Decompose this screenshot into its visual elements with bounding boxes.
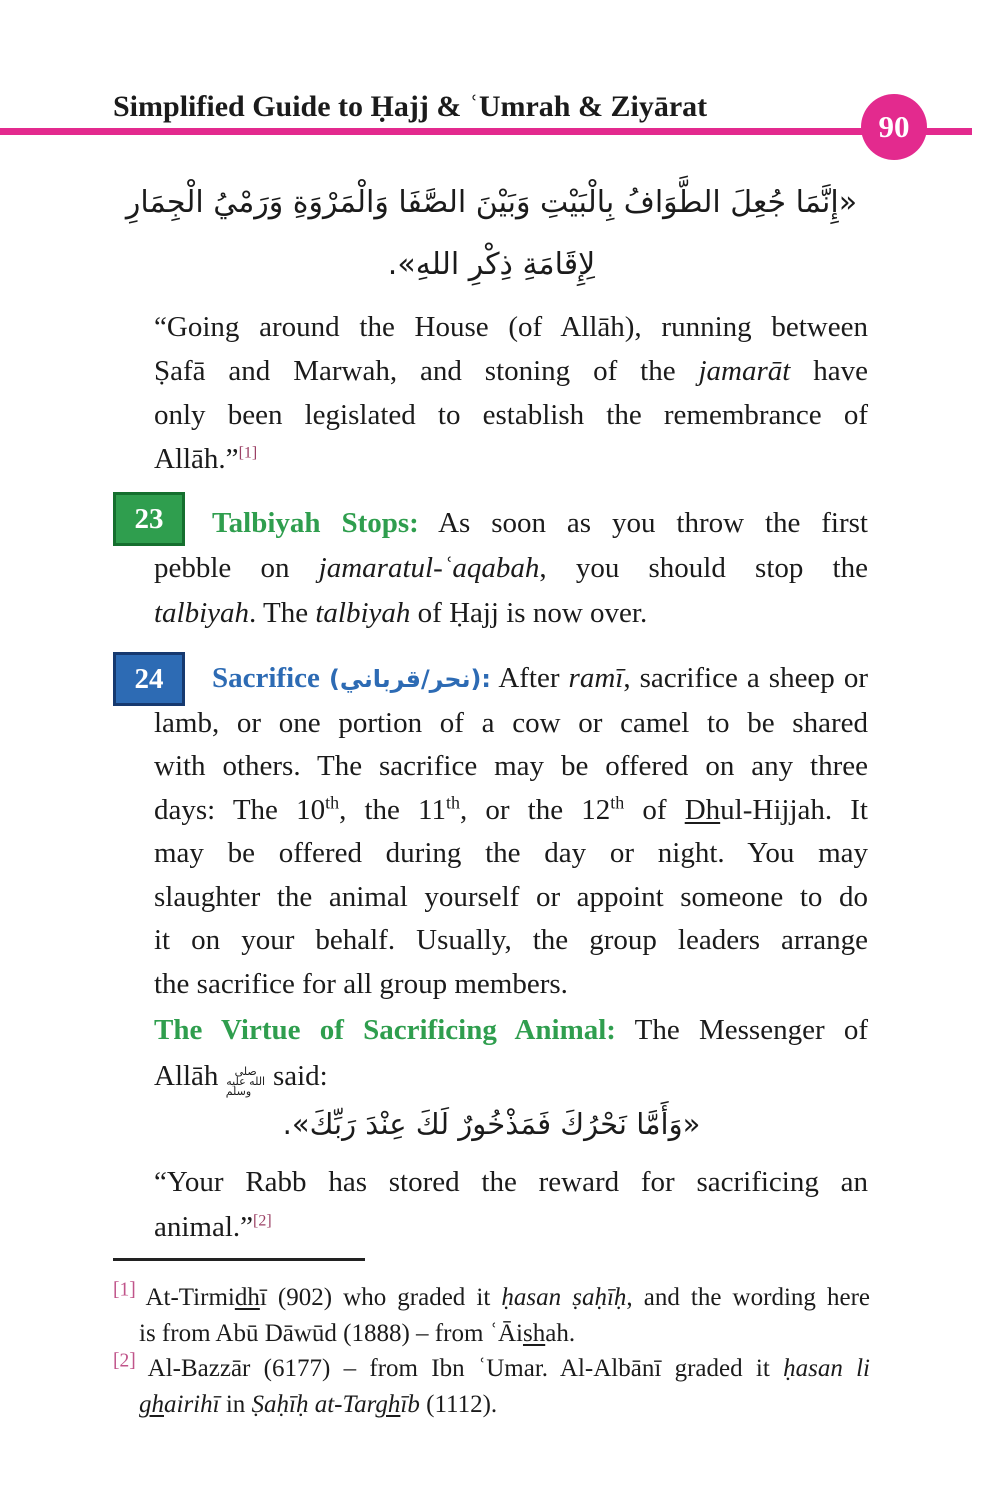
page-title: Simplified Guide to Ḥajj & ʿUmrah & Ziyārat — [113, 90, 708, 123]
header-rule — [0, 128, 972, 135]
section-24-number: 24 — [134, 662, 164, 695]
footnote-1: [1] At-Tirmidhī (902) who graded it ḥasan ṣaḥīḥ, and the wording here is from Abū Dāwūd (1888) – from ʿĀishah. — [113, 1279, 870, 1347]
arabic-quote-bottom — [113, 1096, 870, 1152]
translation-bottom-paragraph: “Your Rabb has stored the reward for sacrificing an animal.”[2] — [154, 1166, 868, 1243]
page-number-badge — [861, 94, 927, 160]
footnote-separator — [113, 1258, 365, 1261]
page-number: 90 — [878, 109, 910, 144]
section-23-paragraph: Talbiyah Stops: As soon as you throw the first pebble on jamaratul-ʿaqabah, you should stop the talbiyah. The talbiyah of Ḥajj is now over. — [154, 507, 868, 629]
virtue-paragraph: The Virtue of Sacrificing Animal: The Messenger of Allāh صلى الله عليه وسلم said: — [154, 1014, 868, 1098]
arabic-quote-top-line1: «إِنَّمَا جُعِلَ الطَّوَافُ بِالْبَيْتِ وَبَيْنَ الصَّفَا وَالْمَرْوَةِ وَرَمْيُ الْجِمَارِ — [125, 185, 858, 220]
arabic-quote-top-line2: لِإِقَامَةِ ذِكْرِ اللهِ». — [387, 247, 596, 282]
translation-top-paragraph: “Going around the House (of Allāh), running between Ṣafā and Marwah, and stoning of the jamarāt have only been legislated to establish the remembrance of Allāh.”[1] — [154, 311, 868, 475]
arabic-quote-top — [113, 172, 870, 296]
footnote-2: [2] Al-Bazzār (6177) – from Ibn ʿUmar. Al-Albānī graded it ḥasan li ghairihī in Ṣaḥīḥ at-Targhīb (1112). — [113, 1350, 871, 1418]
section-24-paragraph: Sacrifice (نحر/قرباني): After ramī, sacrifice a sheep or lamb, or one portion of a cow or camel to be shared with others. The sacrifice may be offered on any three days: The 10th, the 11th, or the 12th of Dhul-Hijjah. It may be offered during the day or night. You may slaughter the animal yourself or appoint someone to do it on your behalf. Usually, the group leaders arrange the sacrifice for all group members. — [154, 662, 869, 1000]
arabic-quote-bottom-line1: «وَأَمَّا نَحْرُكَ فَمَذْخُورٌ لَكَ عِنْدَ رَبِّكَ». — [282, 1107, 701, 1141]
section-23-number: 23 — [134, 502, 164, 535]
